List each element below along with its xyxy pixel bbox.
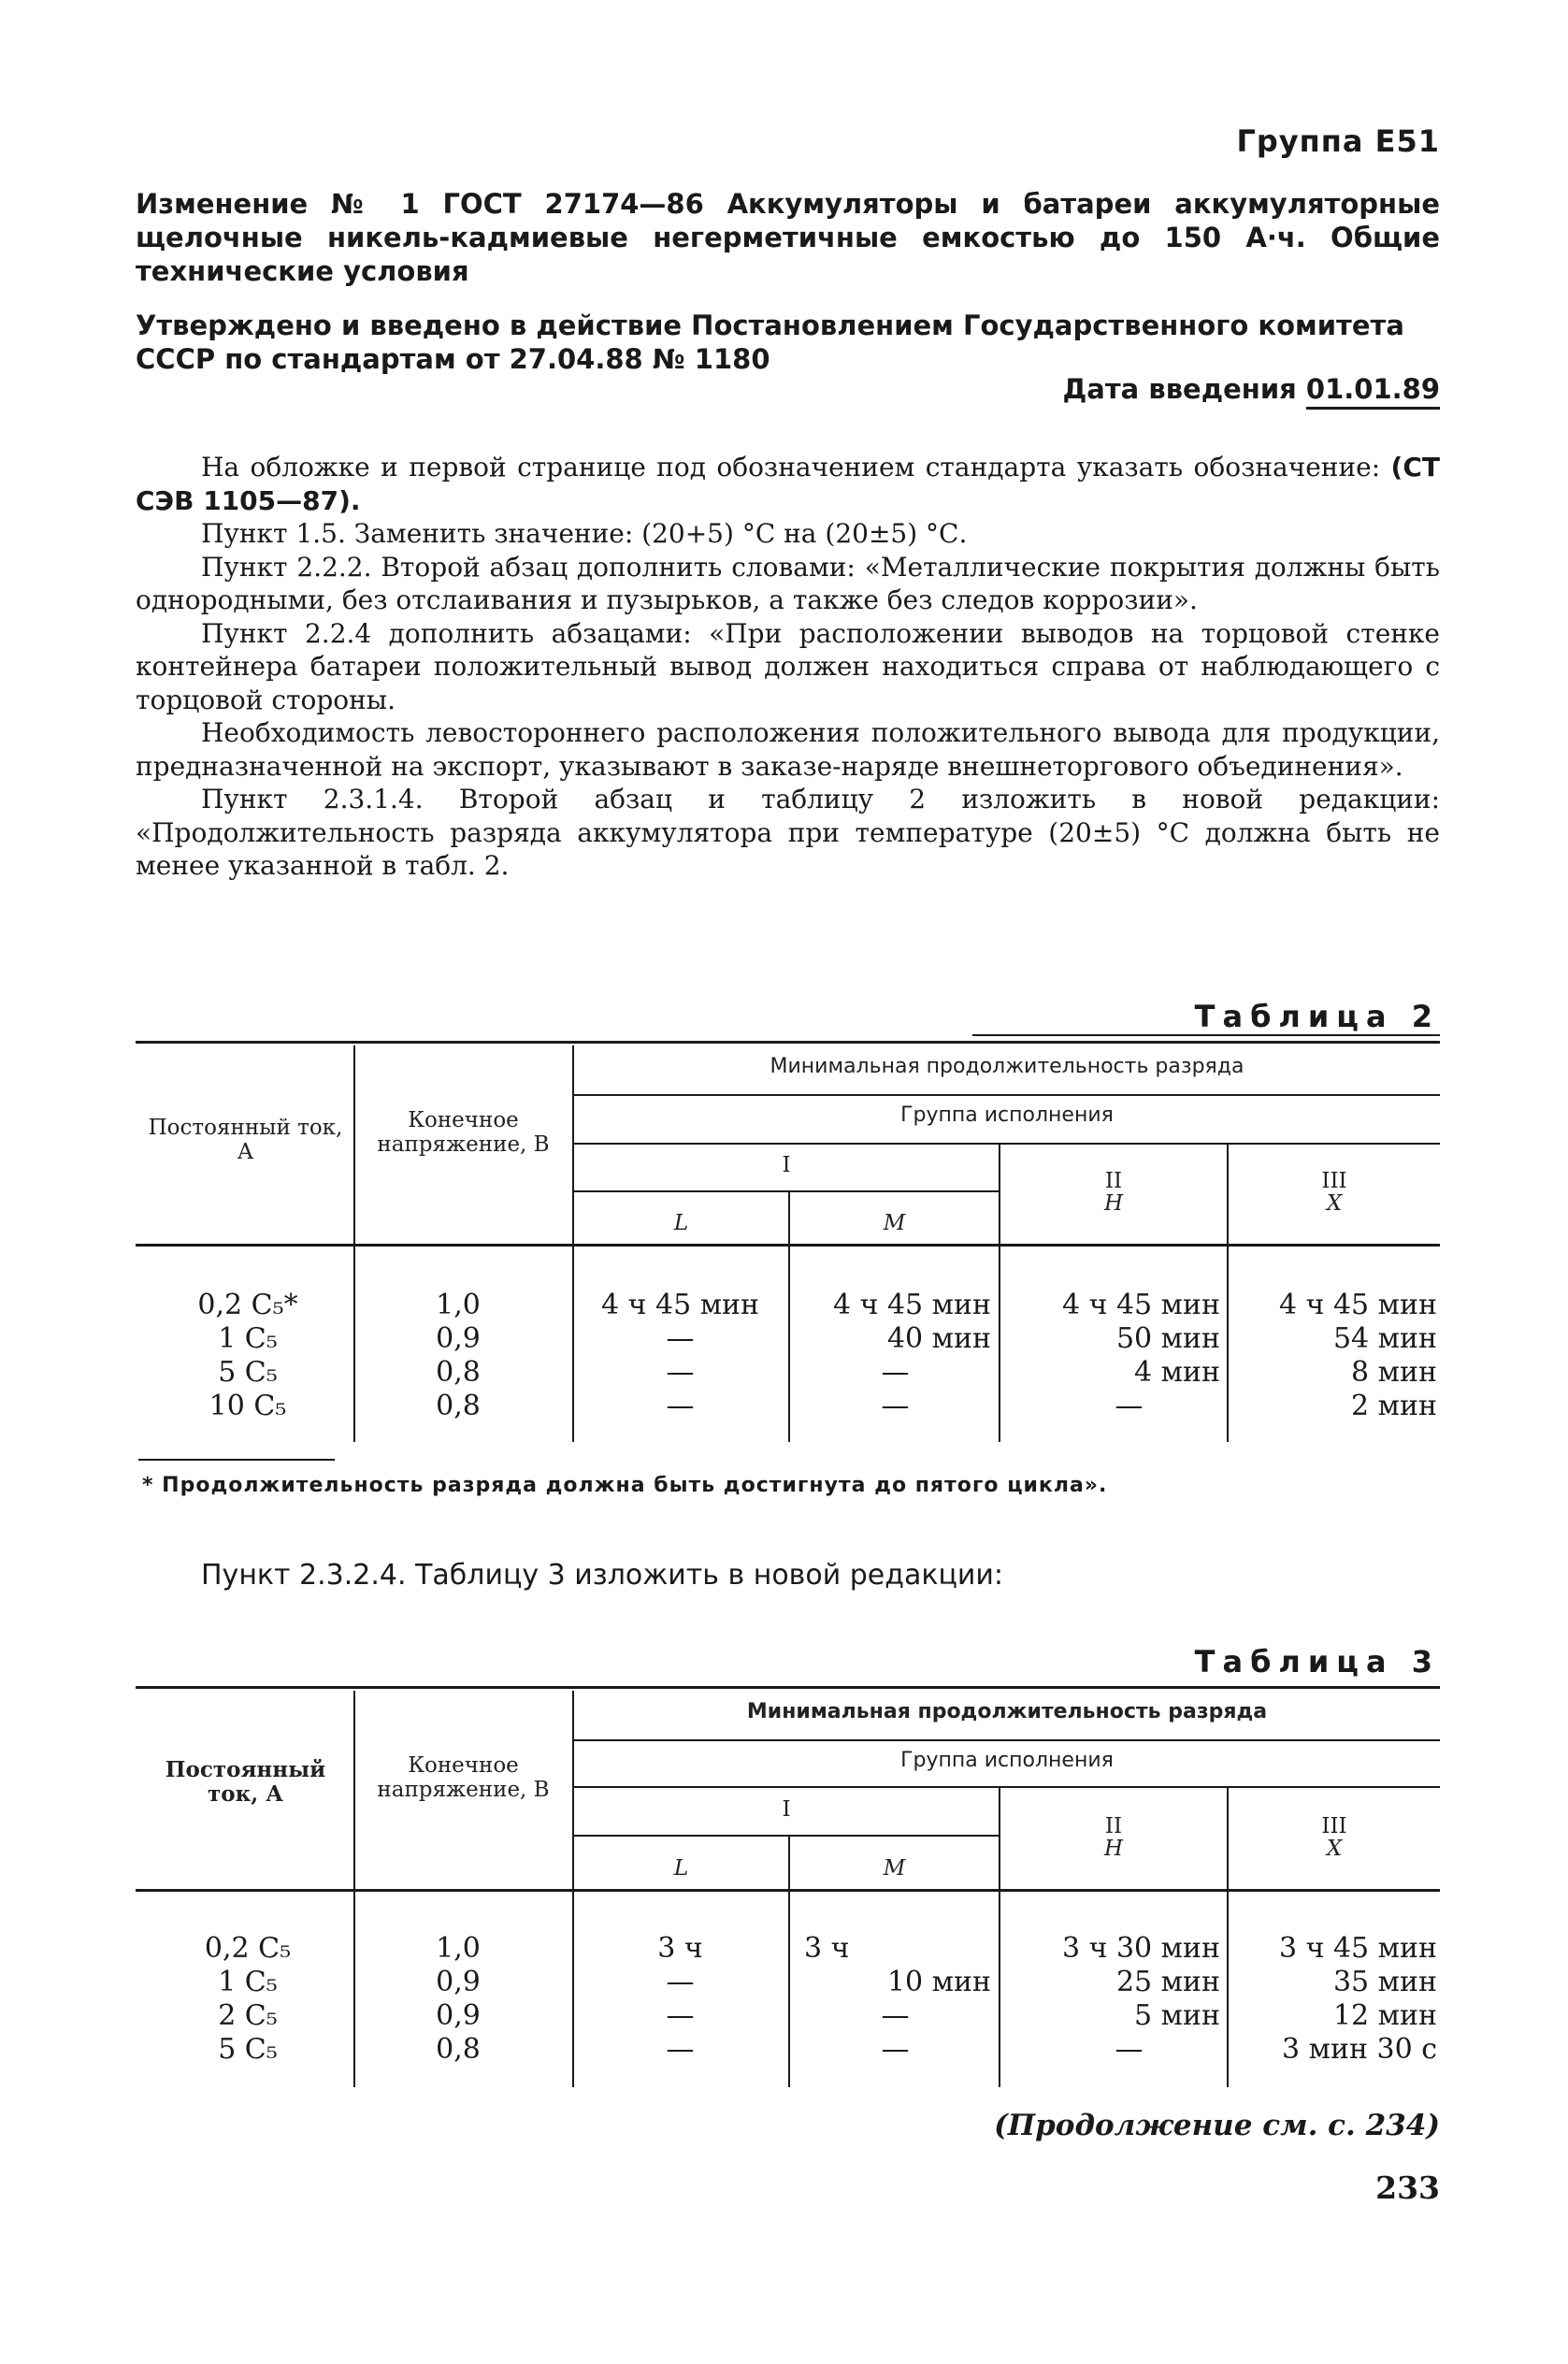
cell-x: 35 мин xyxy=(1332,1966,1437,1998)
cell-voltage: 0,8 xyxy=(436,2033,481,2066)
table-3-header-x: X xyxy=(1326,1837,1343,1861)
table-2-header-group-3: III xyxy=(1321,1169,1347,1193)
cell-x: 2 мин xyxy=(1351,1390,1437,1422)
table-2-header-h: H xyxy=(1103,1191,1124,1216)
continuation-note: (Продолжение см. с. 234) xyxy=(994,2109,1440,2142)
approval-text: Утверждено и введено в действие Постановлением Государственного комитета СССР по стандартам от 27.04.88 № 1180 xyxy=(136,310,1404,375)
effective-date-line xyxy=(935,372,1440,406)
table-2-divider xyxy=(572,1246,574,1442)
cell-l: — xyxy=(666,1356,695,1389)
cell-h: 5 мин xyxy=(1134,1999,1220,2032)
cell-voltage: 0,8 xyxy=(436,1356,481,1389)
table-2-header-x: X xyxy=(1326,1191,1343,1216)
cell-m: — xyxy=(881,1356,910,1389)
cell-l: — xyxy=(666,2033,695,2066)
footnote-rule xyxy=(138,1459,335,1461)
table-2-label-underline xyxy=(972,1034,1440,1036)
table-3-divider xyxy=(574,1835,999,1837)
cell-m: 3 ч xyxy=(804,1932,850,1965)
cell-x: 4 ч 45 мин xyxy=(1278,1289,1437,1321)
paragraph-2: Пункт 1.5. Заменить значение: (20+5) °С на (20±5) °С. xyxy=(201,518,968,549)
cell-current: 1 С₅ xyxy=(218,1966,278,1998)
table-3-header-current: Постоянный ток, А xyxy=(165,1757,326,1807)
table-2-divider xyxy=(574,1094,1440,1096)
cell-x: 3 ч 45 мин xyxy=(1278,1932,1437,1965)
table-2-header-group-2: II xyxy=(1104,1169,1123,1193)
cell-h: 25 мин xyxy=(1115,1966,1220,1998)
cell-m: 40 мин xyxy=(886,1322,991,1355)
table-3-header-group-2: II xyxy=(1104,1814,1123,1838)
cell-l: 3 ч xyxy=(657,1932,703,1965)
body-text xyxy=(136,451,1440,883)
table-3-label: Таблица 3 xyxy=(1194,1644,1440,1679)
cell-voltage: 0,9 xyxy=(436,1966,481,1998)
cell-h: 4 мин xyxy=(1134,1356,1220,1389)
cell-l: 4 ч 45 мин xyxy=(600,1289,760,1321)
cell-l: — xyxy=(666,1390,695,1422)
table-3-header-voltage: Конечное напряжение, В xyxy=(377,1753,550,1802)
cell-current: 5 С₅ xyxy=(218,1356,278,1389)
effective-label: Дата введения xyxy=(1062,373,1297,405)
cell-m: — xyxy=(881,1390,910,1422)
table-2-header-l: L xyxy=(673,1211,689,1235)
table-3-header-group-3: III xyxy=(1321,1814,1347,1838)
cell-current: 5 С₅ xyxy=(218,2033,278,2066)
table-3-header-m: M xyxy=(883,1856,906,1881)
cell-voltage: 0,8 xyxy=(436,1390,481,1422)
effective-date: 01.01.89 xyxy=(1306,373,1440,410)
table-3-divider xyxy=(353,1891,355,2087)
cell-h: — xyxy=(1115,1390,1144,1422)
paragraph-1-bold: (СТ СЭВ 1105—87). xyxy=(136,452,1440,516)
table-2-footnote: * Продолжительность разряда должна быть достигнута до пятого цикла». xyxy=(142,1474,1108,1497)
cell-l: — xyxy=(666,1966,695,1998)
table-2-top-rule xyxy=(136,1041,1440,1044)
page-number: 233 xyxy=(1375,2169,1440,2206)
table-3-divider xyxy=(353,1691,355,1889)
cell-h: 4 ч 45 мин xyxy=(1061,1289,1220,1321)
paragraph-1 xyxy=(136,451,1440,517)
table-2-divider xyxy=(353,1045,355,1244)
table-3-header-h: H xyxy=(1103,1837,1124,1861)
change-title: Изменение № 1 ГОСТ 27174—86 Аккумуляторы и батареи аккумуляторные щелочные никель-кадмиевые негерметичные емкостью до 150 А·ч. Общие технические условия xyxy=(136,188,1440,287)
cell-m: — xyxy=(881,2033,910,2066)
cell-x: 8 мин xyxy=(1351,1356,1437,1389)
table-3-header-min-duration: Минимальная продолжительность разряда xyxy=(746,1700,1268,1723)
cell-m: 4 ч 45 мин xyxy=(832,1289,991,1321)
table-3-divider xyxy=(574,1739,1440,1741)
instruction-text: Пункт 2.3.2.4. Таблицу 3 изложить в новой редакции: xyxy=(201,1559,1004,1592)
table-2-header-group-1: I xyxy=(782,1153,791,1177)
cell-current: 10 С₅ xyxy=(209,1390,287,1422)
cell-m: — xyxy=(881,1999,910,2032)
table-3-divider xyxy=(572,1891,574,2087)
table-2-divider xyxy=(574,1190,999,1192)
table-3-header-group-1: I xyxy=(782,1797,791,1822)
cell-current: 1 С₅ xyxy=(218,1322,278,1355)
cell-x: 3 мин 30 с xyxy=(1282,2033,1437,2066)
cell-voltage: 1,0 xyxy=(436,1289,481,1321)
paragraph-1-text: На обложке и первой странице под обозначением стандарта указать обозначение: xyxy=(201,452,1391,483)
table-2-label: Таблица 2 xyxy=(1194,999,1440,1034)
table-3-header-group: Группа исполнения xyxy=(900,1749,1114,1772)
cell-voltage: 0,9 xyxy=(436,1999,481,2032)
cell-m: 10 мин xyxy=(886,1966,991,1998)
table-2-divider xyxy=(353,1246,355,1442)
paragraph-4: Пункт 2.2.4 дополнить абзацами: «При расположении выводов на торцовой стенке контейнера батареи положительный вывод должен находиться справа от наблюдающего с торцовой стороны. xyxy=(136,617,1440,715)
paragraph-6: Пункт 2.3.1.4. Второй абзац и таблицу 2 изложить в новой редакции: «Продолжительность разряда аккумулятора при температуре (20±5) °С должна быть не менее указанной в табл. 2. xyxy=(136,784,1440,881)
cell-h: 3 ч 30 мин xyxy=(1061,1932,1220,1965)
table-3-divider xyxy=(574,1786,1440,1788)
group-label: Группа Е51 xyxy=(1236,123,1440,159)
table-3-header-l: L xyxy=(673,1856,689,1881)
cell-current: 0,2 С₅ xyxy=(204,1932,292,1965)
cell-x: 12 мин xyxy=(1332,1999,1437,2032)
cell-current: 2 С₅ xyxy=(218,1999,278,2032)
table-2-header-min-duration: Минимальная продолжительность разряда xyxy=(770,1055,1244,1078)
table-2-header-group: Группа исполнения xyxy=(900,1103,1114,1127)
cell-l: — xyxy=(666,1999,695,2032)
cell-h: 50 мин xyxy=(1115,1322,1220,1355)
table-2-header-voltage: Конечное напряжение, В xyxy=(377,1108,550,1157)
table-2-header-m: M xyxy=(883,1211,906,1235)
table-2-divider xyxy=(574,1143,1440,1145)
paragraph-3: Пункт 2.2.2. Второй абзац дополнить словами: «Металлические покрытия должны быть однородными, без отслаивания и пузырьков, а также без следов коррозии». xyxy=(136,551,1440,615)
cell-voltage: 0,9 xyxy=(436,1322,481,1355)
paragraph-5: Необходимость левостороннего расположения положительного вывода для продукции, предназначенной на экспорт, указывают в заказе-наряде внешнеторгового объединения». xyxy=(136,717,1440,782)
cell-h: — xyxy=(1115,2033,1144,2066)
table-2-header-current: Постоянный ток, А xyxy=(148,1116,343,1164)
cell-current: 0,2 С₅* xyxy=(197,1289,298,1321)
cell-l: — xyxy=(666,1322,695,1355)
table-3-top-rule xyxy=(136,1686,1440,1689)
cell-voltage: 1,0 xyxy=(436,1932,481,1965)
cell-x: 54 мин xyxy=(1332,1322,1437,1355)
